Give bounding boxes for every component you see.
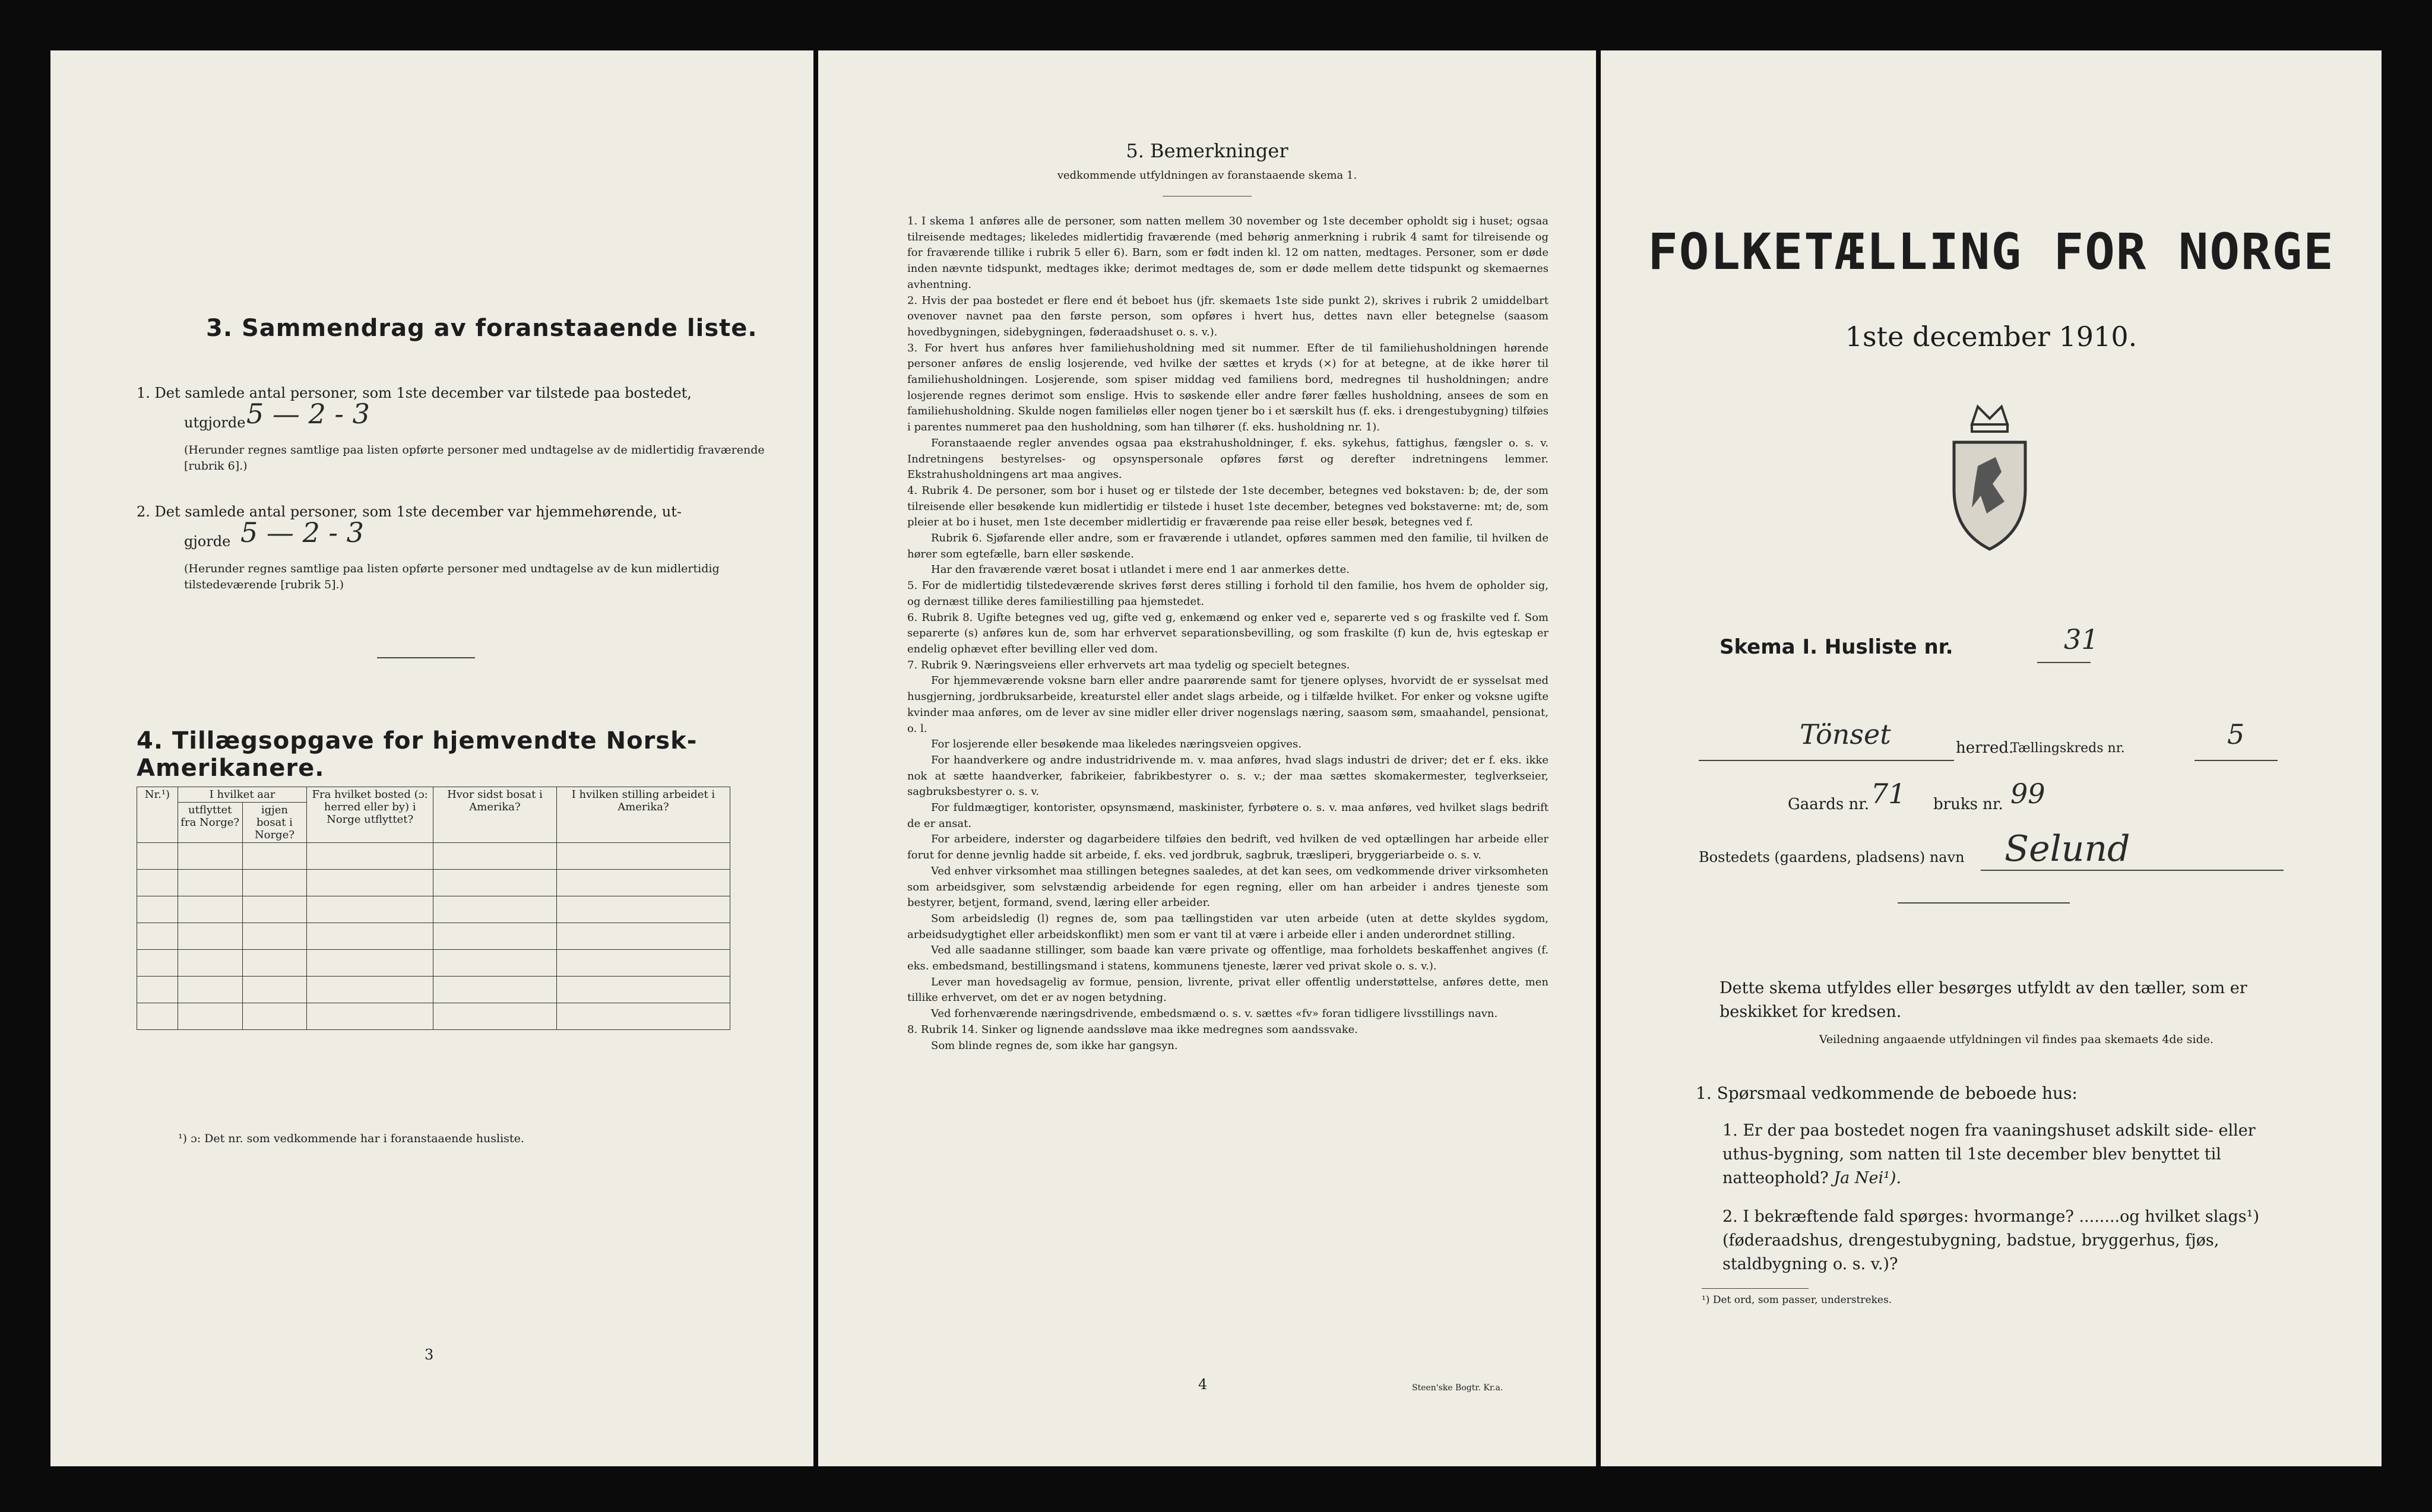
kreds-label: Tællingskreds nr. <box>2010 741 2125 756</box>
remark-paragraph: 6. Rubrik 8. Ugifte betegnes ved ug, gifte ved g, enkemænd og enker ved e, separerte ved s og fraskilte ved f. Som separerte (s) anføres kun de, som har erhvervet separationsbevilling, og som fraskilte (f) kun de, hvis egteskap er endelig ophævet efter bevilling eller ved dom. <box>907 611 1548 655</box>
remark-paragraph: For losjerende eller besøkende maa likeledes næringsveien opgives. <box>931 738 1302 751</box>
remark-paragraph: Ved alle saadanne stillinger, som baade kan være private og offentlige, maa forholdets beskaffenhet angives (f. eks. embedsmand, bestillingsmand i statens, kommunens tjeneste, lærer ved privat skole o. s. v.). <box>907 944 1548 973</box>
remark-paragraph: 3. For hvert hus anføres hver familiehusholdning med sit nummer. Efter de til familiehusholdningen hørende personer anføres de enslig losjerende, ved hvilke der sættes et kryds (×) for at betegne, at de ikke hører til familiehusholdningen. Losjerende, som spiser middag ved familiens bord, medregnes til husholdningen; andre losjerende regnes derimot som enslige. Hvis to søskende eller andre fører fælles husholdning, ansees de som en familiehusholdning. Skulde nogen familieløs eller nogen tjener bo i et særskilt hus (f. eks. i drengestubygning) tilføies i parentes nummeret paa den husholdning, som han tilhører (f. eks. husholdning nr. 1). <box>907 341 1548 434</box>
page-middle <box>818 50 1596 1466</box>
husliste-number: 31 <box>2064 623 2099 655</box>
remark-paragraph: Har den fraværende været bosat i utlandet i mere end 1 aar anmerkes dette. <box>931 563 1350 576</box>
gaards-label: Gaards nr. <box>1788 795 1870 813</box>
bosted-line <box>1981 870 2284 871</box>
herred-value: Tönset <box>1800 718 1891 750</box>
remark-paragraph: 8. Rubrik 14. Sinker og lignende aandssløve maa ikke medregnes som aandssvake. <box>907 1023 1358 1036</box>
remarks-title: 5. Bemerkninger <box>1126 140 1288 162</box>
question-1-answer: Ja Nei¹). <box>1834 1169 1902 1187</box>
remark-paragraph: Som blinde regnes de, som ikke har gangsyn. <box>931 1039 1178 1052</box>
item1-utgjorde: utgjorde <box>184 414 246 431</box>
kreds-line <box>2194 760 2278 761</box>
census-date: 1ste december 1910. <box>1845 321 2138 353</box>
table-row <box>137 843 730 870</box>
remark-paragraph: For arbeidere, inderster og dagarbeidere tilføies den bedrift, ved hvilken de ved optællingen har arbeide eller forut for denne jevnlig hadde sit arbeide, f. eks. ved jordbruk, sagbruk, træsliperi, bryggeriarbeide o. s. v. <box>907 833 1548 862</box>
remark-paragraph: Som arbeidsledig (l) regnes de, som paa tællingstiden var uten arbeide (uten at dette skyldes sygdom, arbeidsudygtighet eller arbeidskonflikt) men som er vant til at være i arbeide eller i anden underordnet stilling. <box>907 912 1548 941</box>
item1-note: (Herunder regnes samtlige paa listen opførte personer med undtagelse av de midlertidig fraværende [rubrik 6].) <box>184 443 765 473</box>
remark-paragraph: Rubrik 6. Sjøfarende eller andre, som er fraværende i utlandet, opføres sammen med den familie, til hvilken de hører som egtefælle, barn eller søskende. <box>907 532 1548 560</box>
col-stilling: I hvilken stilling arbeidet i Amerika? <box>556 787 730 843</box>
remark-paragraph: Foranstaaende regler anvendes ogsaa paa ekstrahusholdninger, f. eks. sykehus, fattighus, fængsler o. s. v. Indretningens bestyrelses- og opsynspersonale opføres først og derefter indretningens lemmer. Ekstrahusholdningens art maa angives. <box>907 436 1548 481</box>
table-row <box>137 896 730 923</box>
question-1-text: 1. Er der paa bostedet nogen fra vaaningshuset adskilt side- eller uthus-bygning, som natten til 1ste december blev benyttet til natteophold? <box>1722 1121 2256 1187</box>
veiledning-text: Veiledning angaaende utfyldningen vil findes paa skemaets 4de side. <box>1819 1033 2214 1046</box>
herred-label: herred. <box>1956 739 2014 757</box>
remark-paragraph: 7. Rubrik 9. Næringsveiens eller erhvervets art maa tydelig og specielt betegnes. <box>907 658 1350 671</box>
remark-paragraph: Ved forhenværende næringsdrivende, embedsmænd o. s. v. sættes «fv» foran tidligere livsstillings navn. <box>931 1007 1498 1020</box>
table-row <box>137 870 730 896</box>
bosted-label: Bostedets (gaardens, pladsens) navn <box>1699 849 1965 866</box>
question-2: 2. I bekræftende fald spørges: hvormange? ........og hvilket slags¹) (føderaadshus, drengestubygning, badstue, bryggerhus, fjøs, staldbygning o. s. v.)? <box>1722 1207 2260 1273</box>
section4-title: 4. Tillægsopgave for hjemvendte Norsk-Amerikanere. <box>137 727 698 782</box>
item2-text: 2. Det samlede antal personer, som 1ste december var hjemmehørende, ut- <box>137 503 682 520</box>
remarks-body <box>907 214 1548 1054</box>
footnote: ¹) Det ord, som passer, understrekes. <box>1702 1294 1892 1306</box>
remark-paragraph: For hjemmeværende voksne barn eller andre paarørende samt for tjenere oplyses, hvorvidt de er sysselsat med husgjerning, jordbruksarbeide, kreaturstel eller andet slags arbeide, og i tilfælde hvilket. For enker og voksne ugifte kvinder maa anføres, om de lever av sine midler eller driver nogenslags næring, saasom søm, smaahandel, pensionat, o. l. <box>907 674 1548 735</box>
page-left <box>50 50 813 1466</box>
col-nr: Nr.¹) <box>137 787 178 843</box>
footnote-divider <box>1702 1288 1809 1289</box>
norsk-amerikanere-table <box>137 787 730 1030</box>
bosted-value: Selund <box>2004 828 2130 870</box>
remark-paragraph: 2. Hvis der paa bostedet er flere end ét beboet hus (jfr. skemaets 1ste side punkt 2), skrives i rubrik 2 umiddelbart ovenover navnet paa den første person, som opføres i hvert hus, dettes navn eller betegnelse (saasom hovedbygningen, sidebygningen, føderaadshuset o. s. v.). <box>907 294 1548 338</box>
page-number: 4 <box>1198 1376 1208 1393</box>
item1-handwritten: 5 — 2 - 3 <box>246 398 370 430</box>
page-number: 3 <box>425 1346 434 1363</box>
kreds-value: 5 <box>2227 718 2245 750</box>
section3-title: 3. Sammendrag av foranstaaende liste. <box>206 315 758 342</box>
skema-label: Skema I. Husliste nr. <box>1720 635 1953 659</box>
bruks-label: bruks nr. <box>1933 795 2003 813</box>
divider <box>377 657 475 658</box>
remark-paragraph: For fuldmægtiger, kontorister, opsynsmænd, maskinister, fyrbøtere o. s. v. maa anføres, ved hvilket slags bedrift de er ansat. <box>907 801 1548 830</box>
coat-of-arms-icon <box>1942 401 2037 555</box>
remark-paragraph: 4. Rubrik 4. De personer, som bor i huset og er tilstede der 1ste december, betegnes ved bokstaven: b; de, der som tilreisende eller besøkende kun midlertidig er tilstede i huset 1ste december, betegnes ved bokstaverne: mt; de, som pleier at bo i huset, men 1ste december midlertidig er fraværende paa reise eller besøk, betegnes ved f. <box>907 484 1548 529</box>
col-utflyttet: utflyttet fra Norge? <box>178 803 242 843</box>
remark-paragraph: 5. For de midlertidig tilstedeværende skrives først deres stilling i forhold til den familie, hos hvem de opholder sig, og dernæst tillike deres familiestilling paa hjemstedet. <box>907 579 1548 608</box>
remark-paragraph: 1. I skema 1 anføres alle de personer, som natten mellem 30 november og 1ste december opholdt sig i huset; ogsaa tilreisende medtages; likeledes midlertidig fraværende (med behørig anmerkning i rubrik 4 samt for tilreisende og for fraværende tillike i rubrik 5 eller 6). Barn, som er født inden kl. 12 om natten, medtages. Personer, som er døde inden nævnte tidspunkt, medtages ikke; derimot medtages de, som er døde mellem dette tidspunkt og skemaernes avhentning. <box>907 215 1548 291</box>
col-igjen-bosat: igjen bosat i Norge? <box>242 803 307 843</box>
table-row <box>137 977 730 1003</box>
col-hvor-sidst: Hvor sidst bosat i Amerika? <box>433 787 557 843</box>
table-row <box>137 950 730 977</box>
item2-note: (Herunder regnes samtlige paa listen opførte personer med undtagelse av de kun midlertidig tilstedeværende [rubrik 5].) <box>184 562 720 591</box>
bruks-value: 99 <box>2010 778 2045 810</box>
questions-header: 1. Spørsmaal vedkommende de beboede hus: <box>1696 1083 2078 1103</box>
gaards-value: 71 <box>1871 778 1906 810</box>
remarks-subtitle: vedkommende utfyldningen av foranstaaende skema 1. <box>1057 169 1357 182</box>
printer-mark: Steen'ske Bogtr. Kr.a. <box>1412 1383 1503 1393</box>
table-row <box>137 1003 730 1030</box>
table-row <box>137 923 730 950</box>
remark-paragraph: For haandverkere og andre industridrivende m. v. maa anføres, hvad slags industri de driver; det er f. eks. ikke nok at sætte haandverker, fabrikeier, fabrikbestyrer o. s. v.; der maa sættes skomakermester, teglverkseier, sagbruksbestyrer o. s. v. <box>907 753 1548 798</box>
item2-handwritten: 5 — 2 - 3 <box>240 516 364 549</box>
document-title: FOLKETÆLLING FOR NORGE <box>1648 223 2335 281</box>
table-footnote: ¹) ɔ: Det nr. som vedkommende har i foranstaaende husliste. <box>178 1132 524 1145</box>
question-1 <box>1722 1119 2292 1190</box>
col-i-hvilket-aar: I hvilket aar <box>178 787 306 803</box>
herred-line <box>1699 760 1954 761</box>
page-right <box>1601 50 2382 1466</box>
remark-paragraph: Ved enhver virksomhet maa stillingen betegnes saaledes, at det kan sees, om vedkommende driver virksomheten som arbeidsgiver, som selvstændig arbeidende for egen regning, eller om han arbeider i andres tjeneste som bestyrer, betjent, formand, svend, læring eller arbeider. <box>907 864 1548 909</box>
item2-utgjorde: gjorde <box>184 533 231 550</box>
husliste-underline <box>2037 662 2091 663</box>
col-fra-hvilket: Fra hvilket bosted (ɔ: herred eller by) i Norge utflyttet? <box>307 787 433 843</box>
instruction-text: Dette skema utfyldes eller besørges utfyldt av den tæller, som er beskikket for kredsen. <box>1720 979 2247 1021</box>
remark-paragraph: Lever man hovedsagelig av formue, pension, livrente, privat eller offentlig understøttelse, anføres dette, men tillike erhvervet, om det er av nogen betydning. <box>907 975 1548 1004</box>
divider <box>1898 902 2070 904</box>
item1-text: 1. Det samlede antal personer, som 1ste december var tilstede paa bostedet, <box>137 385 692 401</box>
